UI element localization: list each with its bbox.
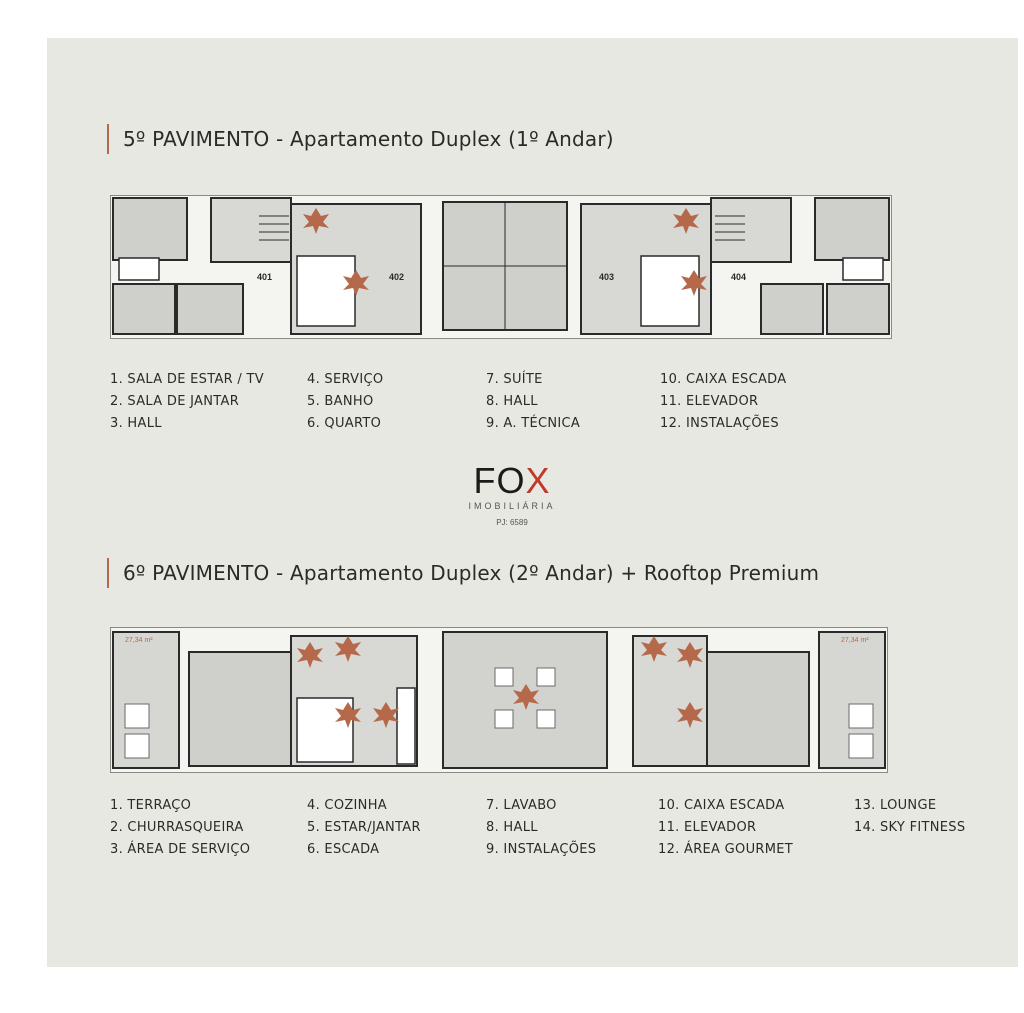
floor5-legend-item: 9. A. TÉCNICA	[486, 416, 581, 431]
floor6-title: 6º PAVIMENTO - Apartamento Duplex (2º Andar) + Rooftop Premium	[107, 558, 819, 588]
floor6-legend-item: 8. HALL	[486, 820, 538, 835]
floor5-legend-item: 8. HALL	[486, 394, 538, 409]
floor5-plan-drawing	[111, 196, 891, 338]
logo-wordmark-prefix: FO	[473, 460, 526, 501]
floor6-legend-item: 11. ELEVADOR	[658, 820, 757, 835]
unit-401-label: 401	[257, 272, 273, 282]
floor5-legend-item: 5. BANHO	[307, 394, 374, 409]
floor6-legend-item: 4. COZINHA	[307, 798, 387, 813]
floor5-title: 5º PAVIMENTO - Apartamento Duplex (1º Andar)	[107, 124, 614, 154]
floor6-plan-drawing	[111, 628, 887, 772]
floor6-legend-item: 2. CHURRASQUEIRA	[110, 820, 244, 835]
floor6-legend-item: 5. ESTAR/JANTAR	[307, 820, 421, 835]
floor6-legend-item: 12. ÁREA GOURMET	[658, 842, 793, 857]
floor5-legend-item: 6. QUARTO	[307, 416, 382, 431]
floor5-legend-item: 4. SERVIÇO	[307, 372, 384, 387]
floor6-legend-item: 3. ÁREA DE SERVIÇO	[110, 842, 251, 857]
floor5-legend-item: 7. SUÍTE	[486, 372, 543, 387]
fox-imobiliaria-logo	[430, 462, 594, 527]
floor5-legend-item: 12. INSTALAÇÕES	[660, 416, 779, 431]
logo-subtitle: IMOBILIÁRIA	[468, 501, 556, 511]
floor6-legend-item: 9. INSTALAÇÕES	[486, 842, 597, 857]
unit-403-label: 403	[599, 272, 615, 282]
floor6-plan	[110, 627, 888, 773]
floor5-legend-item: 11. ELEVADOR	[660, 394, 759, 409]
unit-402-label: 402	[389, 272, 405, 282]
floor5-plan	[110, 195, 892, 339]
floor6-legend-item: 14. SKY FITNESS	[854, 820, 966, 835]
floor5-legend-item: 1. SALA DE ESTAR / TV	[110, 372, 264, 387]
floor5-legend-item: 2. SALA DE JANTAR	[110, 394, 240, 409]
terrace-area-label-right: 27,34 m²	[841, 637, 869, 644]
floor6-legend-item: 7. LAVABO	[486, 798, 557, 813]
floor6-legend-item: 1. TERRAÇO	[110, 798, 192, 813]
floor5-legend-item: 10. CAIXA ESCADA	[660, 372, 787, 387]
logo-wordmark-x: X	[525, 460, 551, 501]
floor6-legend-item: 10. CAIXA ESCADA	[658, 798, 785, 813]
floor6-legend-item: 13. LOUNGE	[854, 798, 937, 813]
floor6-legend-item: 6. ESCADA	[307, 842, 380, 857]
unit-404-label: 404	[731, 272, 747, 282]
terrace-area-label-left: 27,34 m²	[125, 637, 153, 644]
logo-wordmark	[430, 462, 594, 500]
logo-registration: PJ: 6589	[496, 518, 528, 527]
floor5-legend-item: 3. HALL	[110, 416, 162, 431]
